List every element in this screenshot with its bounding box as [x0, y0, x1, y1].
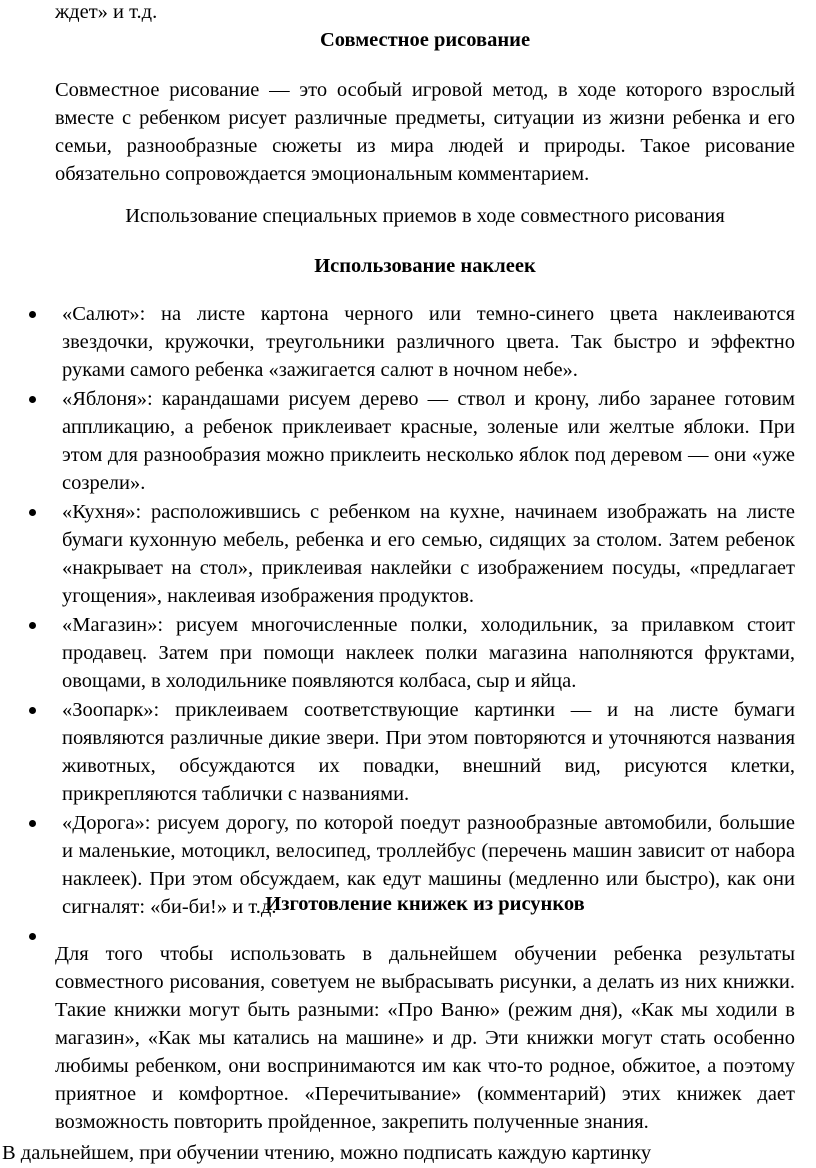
bullet-icon — [29, 509, 36, 516]
bullet-icon — [29, 820, 36, 827]
bullet-icon — [29, 933, 36, 940]
section-title-books: Изготовление книжек из рисунков — [265, 893, 585, 915]
list-item — [0, 696, 795, 808]
section-title-joint-drawing: Совместное рисование — [319, 29, 531, 51]
list-item — [0, 385, 795, 497]
bullet-icon — [29, 396, 36, 403]
list-item-text: «Дорога»: рисуем дорогу, по которой поедут разнообразные автомобили, большие и маленькие, мотоцикл, велосипед, троллейбус (перечень машин зависит от набора наклеек). При этом обсуждаем, как едут машины (медленно или быстро), как они сигналят: «би-би!» и т.д. — [62, 812, 795, 918]
bottom-fragment-text: В дальнейшем, при обучении чтению, можно подписать каждую картинку — [2, 1142, 652, 1164]
list-item — [0, 300, 795, 384]
section-title-stickers: Использование наклеек — [314, 255, 536, 277]
list-item-text: «Зоопарк»: приклеиваем соответствующие картинки — и на листе бумаги появляются различные дикие звери. При этом повторяются и уточняются названия животных, обсуждаются их повадки, внешний вид, рисуются клетки, прикрепляются таблички с названиями. — [62, 699, 795, 805]
list-item-text: «Салют»: на листе картона черного или темно-синего цвета наклеиваются звездочки, кружочки, треугольники различного цвета. Так быстро и эффектно руками самого ребенка «зажигается салют в ночном небе». — [62, 303, 795, 381]
top-fragment-text: ждет» и т.д. — [55, 1, 158, 23]
bullet-icon — [29, 622, 36, 629]
list-item — [0, 498, 795, 610]
list-item — [0, 611, 795, 695]
books-paragraph: Для того чтобы использовать в дальнейшем обучении ребенка результаты совместного рисования, советуем не выбрасывать рисунки, а делать из них книжки. Такие книжки могут быть разными: «Про Ваню» (режим дня), «Как мы ходили в магазин», «Как мы катались на машине» и др. Эти книжки могут стать особенно любимы ребенком, они воспринимаются им как что-то родное, обжитое, а поэтому приятное и комфортное. «Перечитывание» (комментарий) этих книжек дает возможность повторить пройденное, закрепить полученные знания. — [55, 943, 795, 1133]
list-item-text: «Яблоня»: карандашами рисуем дерево — ствол и крону, либо заранее готовим аппликацию, а ребенок приклеивает красные, золеные или желтые яблоки. При этом для разнообразия можно приклеить несколько яблок под деревом — они «уже созрели». — [62, 388, 795, 494]
stickers-bullet-list — [0, 300, 816, 951]
bullet-icon — [29, 707, 36, 714]
joint-drawing-paragraph: Совместное рисование — это особый игровой метод, в ходе которого взрослый вместе с ребенком рисует различные предметы, ситуации из жизни ребенка и его семьи, разнообразные сюжеты из мира людей и природы. Такое рисование обязательно сопровождается эмоциональным комментарием. — [55, 79, 795, 185]
bullet-icon — [29, 311, 36, 318]
list-item-text: «Кухня»: расположившись с ребенком на кухне, начинаем изображать на листе бумаги кухонную мебель, ребенка и его семью, сидящих за столом. Затем ребенок «накрывает на стол», приклеивая наклейки с изображением посуды, «предлагает угощения», наклеивая изображения продуктов. — [62, 501, 795, 607]
list-item-text: «Магазин»: рисуем многочисленные полки, холодильник, за прилавком стоит продавец. Затем при помощи наклеек полки магазина наполняются фруктами, овощами, в холодильнике появляются колбаса, сыр и яйца. — [62, 614, 795, 692]
special-methods-heading: Использование специальных приемов в ходе совместного рисования — [125, 205, 725, 227]
